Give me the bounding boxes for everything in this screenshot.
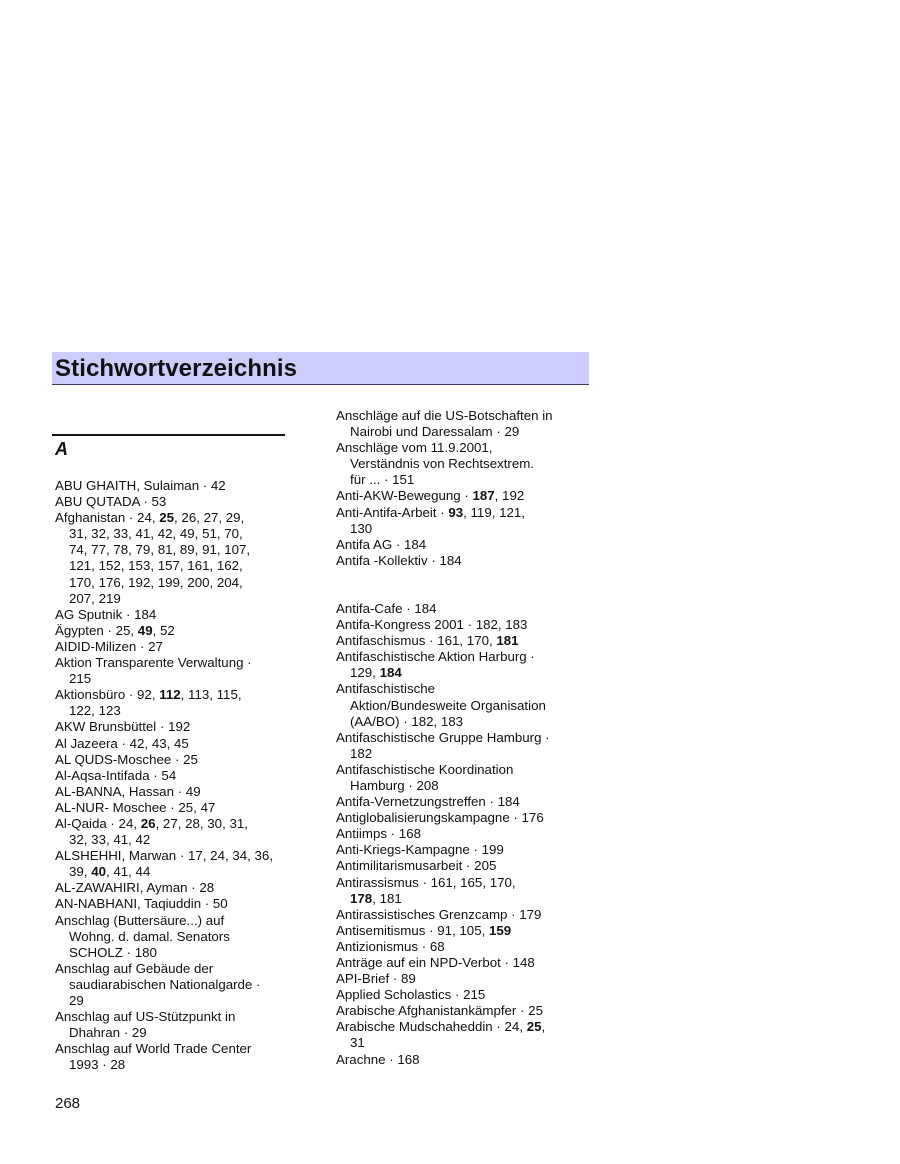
- index-line-continuation: [55, 591, 295, 607]
- page-title: Stichwortverzeichnis: [55, 355, 298, 382]
- index-text: , 119, 121,: [463, 504, 525, 520]
- index-entry: [55, 510, 295, 526]
- index-page-ref-bold: 178: [350, 890, 373, 906]
- index-text: API-Brief · 89: [336, 971, 416, 987]
- index-text: Applied Scholastics · 215: [336, 987, 486, 1003]
- index-line-continuation: [55, 929, 295, 945]
- index-line-continuation: [336, 714, 588, 730]
- page-number: 268: [55, 1095, 81, 1112]
- index-entry: [336, 1003, 588, 1019]
- index-page-ref-bold: 112: [159, 687, 181, 703]
- index-entry: [55, 768, 295, 784]
- index-page-ref-bold: 187: [472, 488, 495, 504]
- index-line-continuation: [336, 778, 588, 794]
- index-text: AG Sputnik · 184: [55, 606, 157, 622]
- index-text: AL QUDS-Moschee · 25: [55, 751, 198, 767]
- index-text: Antirassismus · 161, 165, 170,: [336, 874, 516, 890]
- index-text: 31: [350, 1035, 365, 1051]
- index-text: Anschläge auf die US-Botschaften in: [336, 408, 553, 423]
- index-page-ref-bold: 49: [137, 622, 153, 638]
- title-banner: [52, 352, 589, 385]
- index-text: , 192: [494, 488, 525, 504]
- index-text: Al-Qaida · 24,: [55, 815, 141, 831]
- index-text: 121, 152, 153, 157, 161, 162,: [69, 558, 243, 574]
- index-text: 122, 123: [69, 703, 121, 719]
- index-text: 207, 219: [69, 590, 121, 606]
- index-page-ref-bold: 25: [159, 510, 175, 526]
- column-gap: [336, 569, 588, 601]
- index-entry: [336, 826, 588, 842]
- index-entry: [336, 842, 588, 858]
- index-entry: [55, 784, 295, 800]
- index-entry: [336, 907, 588, 923]
- index-column-right-bottom: [336, 601, 588, 1068]
- index-text: AL-NUR- Moschee · 25, 47: [55, 799, 216, 815]
- index-text: , 27, 28, 30, 31,: [155, 815, 248, 831]
- index-line-continuation: [336, 521, 588, 537]
- index-text: 170, 176, 192, 199, 200, 204,: [69, 574, 243, 590]
- index-text: Arabische Afghanistankämpfer · 25: [336, 1003, 543, 1019]
- index-text: 182: [350, 745, 373, 761]
- index-text: 39,: [69, 864, 92, 880]
- index-column-right-top: [336, 408, 588, 569]
- index-text: 31, 32, 33, 41, 42, 49, 51, 70,: [69, 526, 243, 542]
- index-entry: [55, 736, 295, 752]
- index-text: Nairobi und Daressalam · 29: [350, 424, 520, 440]
- index-text: Antifa-Vernetzungstreffen · 184: [336, 794, 520, 810]
- index-text: (AA/BO) · 182, 183: [350, 713, 464, 729]
- index-entry: [55, 816, 295, 832]
- index-entry: [55, 639, 295, 655]
- index-entry: [55, 848, 295, 864]
- index-text: , 41, 44: [105, 864, 151, 880]
- index-text: Arachne · 168: [336, 1051, 420, 1067]
- index-text: ABU QUTADA · 53: [55, 494, 167, 510]
- index-line-continuation: [55, 945, 295, 961]
- index-text: saudiarabischen Nationalgarde ·: [69, 976, 261, 992]
- index-text: Arabische Mudschaheddin · 24,: [336, 1019, 527, 1035]
- index-entry: [55, 800, 295, 816]
- index-text: SCHOLZ · 180: [69, 944, 157, 960]
- index-entry: [336, 987, 588, 1003]
- index-text: Al Jazeera · 42, 43, 45: [55, 735, 189, 751]
- index-text: Wohng. d. damal. Senators: [69, 928, 230, 944]
- index-text: , 26, 27, 29,: [174, 510, 245, 526]
- index-entry: [336, 858, 588, 874]
- index-entry: [336, 617, 588, 633]
- index-entry: [336, 649, 588, 665]
- index-entry: [55, 687, 295, 703]
- index-text: 29: [69, 993, 84, 1008]
- index-text: ,: [541, 1019, 546, 1035]
- index-text: Hamburg · 208: [350, 777, 439, 793]
- index-entry: [336, 971, 588, 987]
- index-entry: [55, 1009, 295, 1025]
- index-entry: [336, 601, 588, 617]
- index-entry: [336, 553, 588, 569]
- index-column-right: [336, 408, 588, 1068]
- index-text: Dhahran · 29: [69, 1025, 147, 1041]
- index-text: Antimilitarismusarbeit · 205: [336, 858, 497, 874]
- index-page-ref-bold: 159: [488, 922, 512, 938]
- index-text: Anschlag auf World Trade Center: [55, 1041, 252, 1057]
- index-line-continuation: [336, 472, 588, 488]
- index-text: Al-Aqsa-Intifada · 54: [55, 767, 177, 783]
- section-divider: [52, 434, 285, 436]
- index-page-ref-bold: 184: [379, 665, 402, 681]
- index-entry: [55, 896, 295, 912]
- index-entry: [336, 730, 588, 746]
- index-line-continuation: [55, 575, 295, 591]
- index-text: Antifa-Kongress 2001 · 182, 183: [336, 617, 528, 633]
- index-text: ALSHEHHI, Marwan · 17, 24, 34, 36,: [55, 848, 274, 864]
- index-line-continuation: [336, 891, 588, 907]
- index-entry: [336, 1052, 588, 1068]
- index-entry: [336, 537, 588, 553]
- index-text: Antifaschistische: [336, 681, 436, 697]
- index-page-ref-bold: 26: [140, 815, 156, 831]
- index-text: Antifa AG · 184: [336, 536, 427, 552]
- index-entry: [55, 478, 295, 494]
- index-text: Anträge auf ein NPD-Verbot · 148: [336, 955, 535, 970]
- index-entry: [55, 752, 295, 768]
- index-text: Antifa-Cafe · 184: [336, 600, 437, 616]
- index-entry: [336, 810, 588, 826]
- index-entry: [55, 1041, 295, 1057]
- index-entry: [336, 794, 588, 810]
- index-line-continuation: [55, 1057, 295, 1073]
- index-entry: [55, 719, 295, 735]
- index-text: Aktionsbüro · 92,: [55, 687, 160, 703]
- index-entry: [55, 607, 295, 623]
- index-line-continuation: [336, 456, 588, 472]
- index-text: Aktion Transparente Verwaltung ·: [55, 655, 252, 671]
- index-text: ABU GHAITH, Sulaiman · 42: [55, 478, 226, 493]
- index-text: , 181: [372, 890, 402, 906]
- index-line-continuation: [55, 542, 295, 558]
- index-line-continuation: [55, 558, 295, 574]
- index-text: 1993 · 28: [69, 1057, 126, 1073]
- index-line-continuation: [55, 671, 295, 687]
- index-text: Antisemitismus · 91, 105,: [336, 922, 489, 938]
- index-page-ref-bold: 40: [91, 864, 106, 880]
- index-line-continuation: [336, 424, 588, 440]
- index-entry: [55, 655, 295, 671]
- index-text: Anti-Antifa-Arbeit ·: [336, 504, 449, 520]
- index-text: , 113, 115,: [180, 687, 242, 703]
- index-line-continuation: [55, 977, 295, 993]
- index-page-ref-bold: 25: [526, 1019, 542, 1035]
- index-line-continuation: [336, 665, 588, 681]
- index-text: 129,: [350, 665, 380, 681]
- index-text: Antifaschistische Gruppe Hamburg ·: [336, 729, 550, 745]
- index-text: Antifaschistische Koordination: [336, 761, 514, 777]
- index-text: Anschlag auf Gebäude der: [55, 960, 214, 976]
- index-text: AIDID-Milizen · 27: [55, 638, 163, 654]
- index-text: Antifa -Kollektiv · 184: [336, 552, 462, 568]
- index-text: Anti-AKW-Bewegung ·: [336, 488, 473, 504]
- index-column-left: [55, 478, 295, 1073]
- index-line-continuation: [336, 746, 588, 762]
- index-entry: [55, 623, 295, 639]
- index-entry: [55, 961, 295, 977]
- index-text: Aktion/Bundesweite Organisation: [350, 697, 546, 713]
- index-line-continuation: [55, 1025, 295, 1041]
- index-text: AKW Brunsbüttel · 192: [55, 719, 191, 735]
- index-entry: [336, 955, 588, 971]
- index-text: Antifaschistische Aktion Harburg ·: [336, 649, 535, 665]
- index-entry: [55, 880, 295, 896]
- index-text: 130: [350, 520, 373, 536]
- index-line-continuation: [55, 703, 295, 719]
- index-line-continuation: [55, 832, 295, 848]
- index-entry: [336, 681, 588, 697]
- index-page-ref-bold: 181: [496, 633, 519, 649]
- index-entry: [336, 488, 588, 504]
- index-line-continuation: [336, 1035, 588, 1051]
- index-text: 32, 33, 41, 42: [69, 832, 151, 848]
- index-text: Antiimps · 168: [336, 826, 421, 842]
- index-entry: [336, 633, 588, 649]
- index-entry: [336, 923, 588, 939]
- index-line-continuation: [55, 993, 295, 1009]
- index-text: Antirassistisches Grenzcamp · 179: [336, 906, 542, 922]
- index-text: Anschlag auf US-Stützpunkt in: [55, 1009, 236, 1025]
- index-text: 74, 77, 78, 79, 81, 89, 91, 107,: [69, 542, 251, 558]
- index-text: für ... · 151: [350, 472, 415, 488]
- index-text: Anti-Kriegs-Kampagne · 199: [336, 842, 504, 858]
- index-text: Afghanistan · 24,: [55, 510, 160, 526]
- index-text: Verständnis von Rechtsextrem.: [350, 456, 535, 472]
- index-entry: [336, 505, 588, 521]
- index-entry: [336, 762, 588, 778]
- index-entry: [336, 440, 588, 456]
- index-entry: [336, 939, 588, 955]
- index-text: Ägypten · 25,: [55, 622, 138, 638]
- index-text: 215: [69, 671, 92, 687]
- index-text: Anschlag (Buttersäure...) auf: [55, 912, 225, 928]
- index-entry: [336, 1019, 588, 1035]
- index-text: Antifaschismus · 161, 170,: [336, 633, 497, 649]
- index-entry: [55, 913, 295, 929]
- index-text: AL-BANNA, Hassan · 49: [55, 783, 201, 799]
- index-entry: [55, 494, 295, 510]
- index-text: , 52: [152, 622, 175, 638]
- index-entry: [336, 408, 588, 424]
- index-line-continuation: [55, 864, 295, 880]
- index-text: AL-ZAWAHIRI, Ayman · 28: [55, 880, 215, 896]
- index-page-ref-bold: 93: [448, 504, 464, 520]
- index-entry: [336, 875, 588, 891]
- index-line-continuation: [55, 526, 295, 542]
- index-line-continuation: [336, 698, 588, 714]
- index-text: Antizionismus · 68: [336, 938, 445, 954]
- section-letter-heading: A: [55, 439, 68, 459]
- index-text: Antiglobalisierungskampagne · 176: [336, 810, 544, 826]
- index-text: Anschläge vom 11.9.2001,: [336, 440, 493, 456]
- index-text: AN-NABHANI, Taqiuddin · 50: [55, 896, 228, 912]
